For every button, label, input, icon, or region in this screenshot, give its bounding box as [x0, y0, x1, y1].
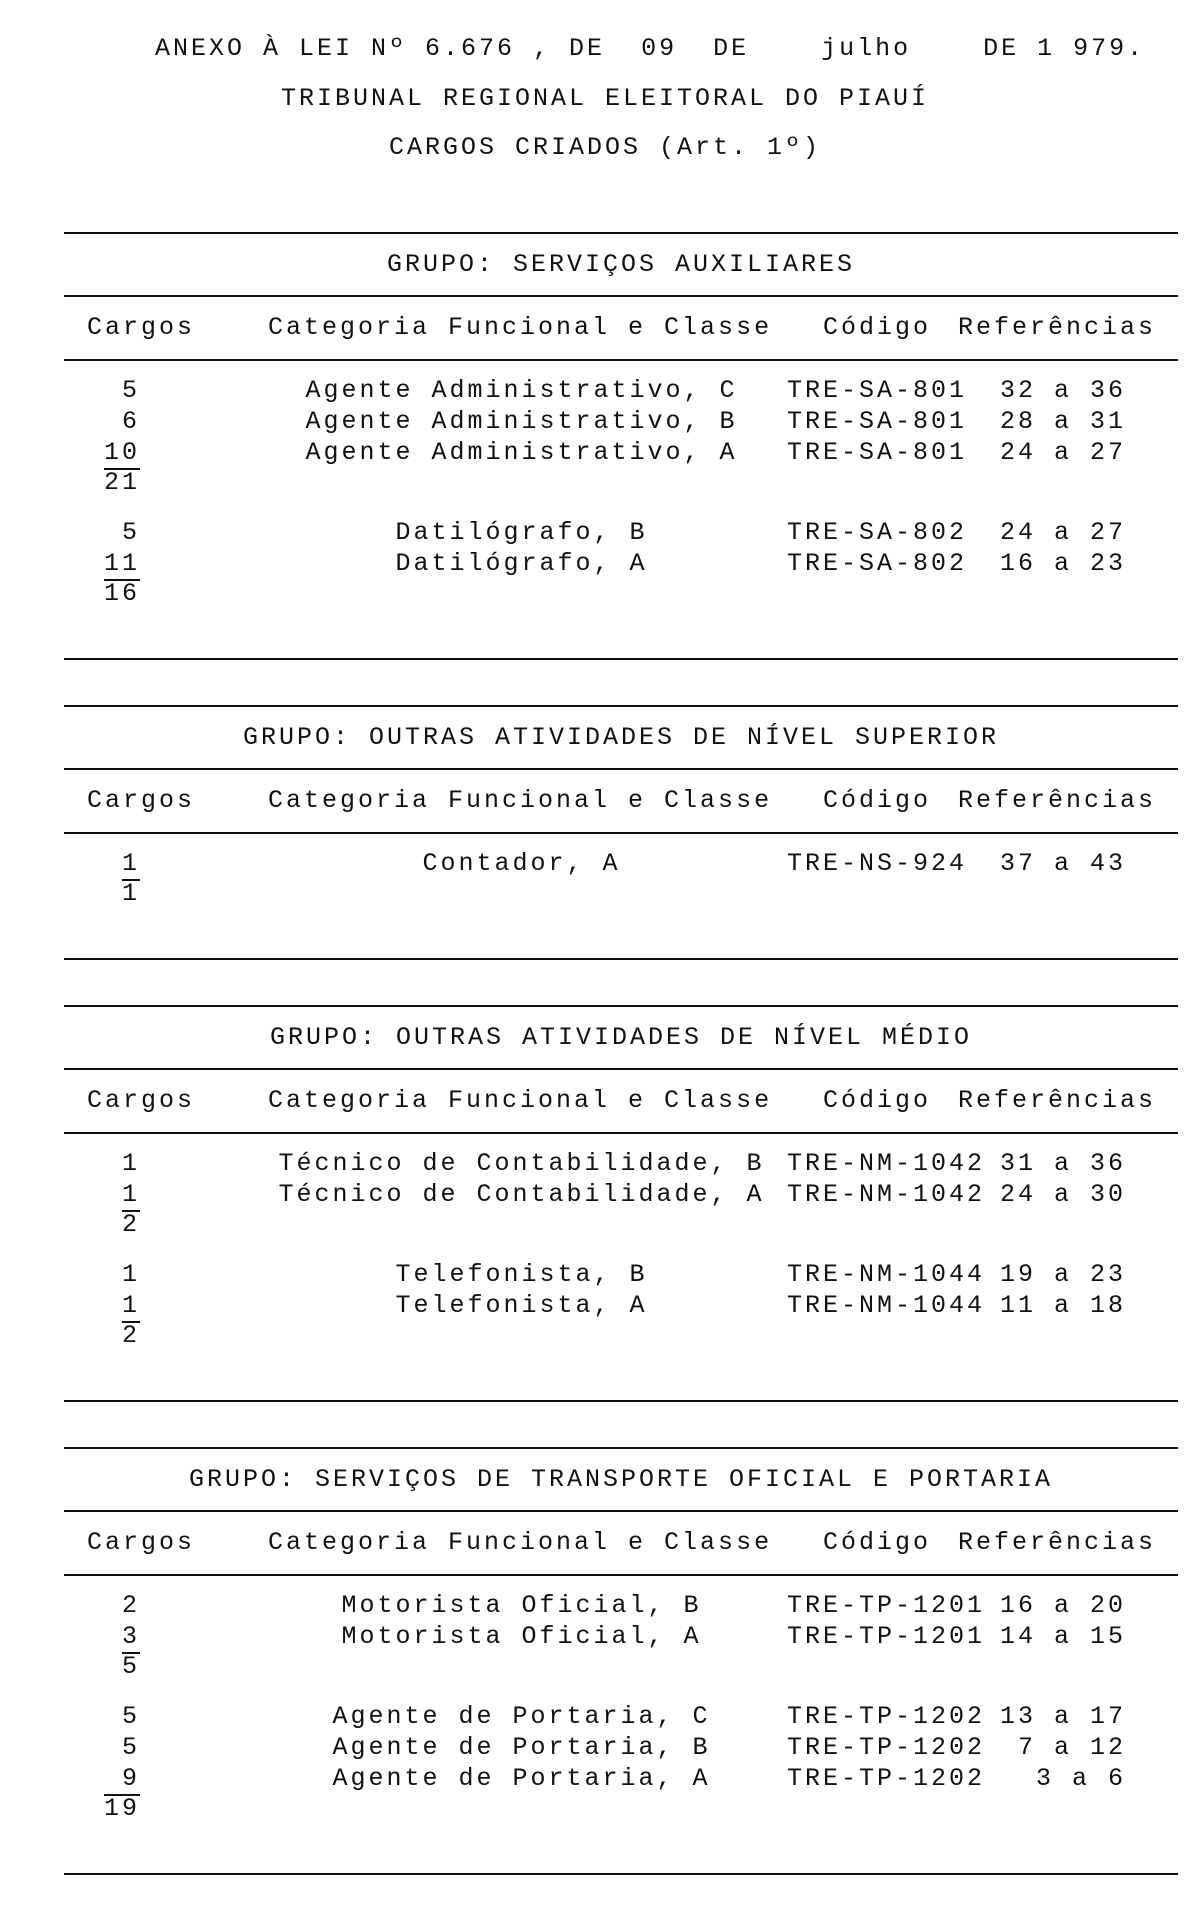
- groups-container: [64, 232, 1178, 1920]
- references: 19 a 23: [999, 1260, 1126, 1289]
- code: TRE-SA-801: [787, 407, 968, 436]
- divider: [64, 1400, 1178, 1402]
- subtotal-row: [64, 879, 1178, 910]
- category-column: [268, 375, 775, 468]
- category-block: [64, 1148, 1178, 1241]
- code: TRE-SA-801: [787, 438, 968, 467]
- category-block: [64, 1590, 1178, 1683]
- references: 16 a 23: [999, 549, 1126, 578]
- references: 11 a 18: [999, 1291, 1126, 1320]
- subtotal-row: [64, 468, 1178, 499]
- category-class: Agente Administrativo, C: [305, 376, 738, 405]
- column-header-row: [64, 297, 1178, 359]
- column-header-categoria: Categoria Funcional e Classe: [268, 1528, 773, 1557]
- divider: [64, 658, 1178, 660]
- column-header-categoria: Categoria Funcional e Classe: [268, 313, 773, 342]
- subtotal: 16: [103, 579, 140, 608]
- divider: [64, 1873, 1178, 1875]
- subtotal: 2: [121, 1321, 140, 1350]
- column-header-codigo: Código: [823, 313, 932, 342]
- code: TRE-NM-1044: [787, 1260, 986, 1289]
- column-header-codigo: Código: [823, 786, 932, 815]
- subtotal: 21: [103, 468, 140, 497]
- cargos-count: 5: [121, 1702, 140, 1731]
- column-header-referencias: Referências: [958, 313, 1157, 342]
- references: 28 a 31: [999, 407, 1126, 436]
- category-class: Agente de Portaria, B: [332, 1733, 711, 1762]
- column-header-referencias: Referências: [958, 786, 1157, 815]
- subtotal-row: [64, 579, 1178, 610]
- code: TRE-SA-801: [787, 376, 968, 405]
- code: TRE-NM-1044: [787, 1291, 986, 1320]
- group-title: GRUPO: SERVIÇOS AUXILIARES: [386, 250, 856, 279]
- category-column: [268, 848, 775, 879]
- category-block: [64, 375, 1178, 499]
- group-title: GRUPO: OUTRAS ATIVIDADES DE NÍVEL MÉDIO: [269, 1023, 973, 1052]
- code: TRE-TP-1201: [787, 1622, 986, 1651]
- category-list: [305, 375, 737, 468]
- column-header-codigo: Código: [823, 1528, 932, 1557]
- subtotal-row: [64, 1652, 1178, 1683]
- category-list: [332, 1701, 710, 1794]
- references: 7 a 12: [1017, 1733, 1126, 1762]
- group-table: [64, 705, 1178, 960]
- group-body: [64, 834, 1178, 958]
- group-title: GRUPO: OUTRAS ATIVIDADES DE NÍVEL SUPERIOR: [242, 723, 1000, 752]
- references: 24 a 27: [999, 518, 1126, 547]
- references: 32 a 36: [999, 376, 1126, 405]
- subtotal: 5: [121, 1652, 140, 1681]
- divider: [64, 958, 1178, 960]
- category-class: Telefonista, A: [395, 1291, 648, 1320]
- category-class: Motorista Oficial, A: [341, 1622, 702, 1651]
- column-header-codigo: Código: [823, 1086, 932, 1115]
- annex-title: ANEXO À LEI Nº 6.676 , DE 09 DE julho DE 1 979.: [155, 34, 1146, 63]
- cargos-count: 5: [121, 518, 140, 547]
- subtotal: 19: [103, 1794, 140, 1823]
- group-body: [64, 361, 1178, 658]
- category-list: [395, 517, 647, 579]
- cargos-count: 3: [121, 1622, 140, 1651]
- subtotal-row: [64, 1794, 1178, 1825]
- references: 37 a 43: [999, 849, 1126, 878]
- references: 3 a 6: [1035, 1764, 1126, 1793]
- column-header-referencias: Referências: [958, 1528, 1157, 1557]
- code: TRE-TP-1202: [787, 1733, 986, 1762]
- code: TRE-NM-1042: [787, 1180, 986, 1209]
- cargos-count: 1: [121, 849, 140, 878]
- subtotal-row: [64, 1210, 1178, 1241]
- cargos-count: 5: [121, 1733, 140, 1762]
- column-header-categoria: Categoria Funcional e Classe: [268, 1086, 773, 1115]
- code: TRE-NS-924: [787, 849, 968, 878]
- group-table: [64, 232, 1178, 660]
- section-title: CARGOS CRIADOS (Art. 1º): [388, 133, 822, 162]
- category-list: [422, 848, 620, 879]
- category-list: [395, 1259, 647, 1321]
- category-class: Datilógrafo, B: [395, 518, 648, 547]
- references: 31 a 36: [999, 1149, 1126, 1178]
- cargos-count: 5: [121, 376, 140, 405]
- cargos-count: 6: [121, 407, 140, 436]
- court-title: TRIBUNAL REGIONAL ELEITORAL DO PIAUÍ: [280, 84, 930, 113]
- category-column: [268, 517, 775, 579]
- column-header-row: [64, 770, 1178, 832]
- category-block: [64, 1259, 1178, 1352]
- category-class: Telefonista, B: [395, 1260, 648, 1289]
- category-class: Técnico de Contabilidade, A: [278, 1180, 765, 1209]
- column-header-cargos: Cargos: [87, 1528, 196, 1557]
- code: TRE-SA-802: [787, 518, 968, 547]
- references: 14 a 15: [999, 1622, 1126, 1651]
- group-title: GRUPO: SERVIÇOS DE TRANSPORTE OFICIAL E PORTARIA: [188, 1465, 1054, 1494]
- category-block: [64, 848, 1178, 910]
- references: 24 a 27: [999, 438, 1126, 467]
- column-header-cargos: Cargos: [87, 786, 196, 815]
- cargos-count: 1: [121, 1180, 140, 1209]
- category-class: Agente Administrativo, A: [305, 438, 738, 467]
- code: TRE-NM-1042: [787, 1149, 986, 1178]
- category-list: [341, 1590, 701, 1652]
- cargos-count: 10: [103, 438, 140, 467]
- category-class: Técnico de Contabilidade, B: [278, 1149, 765, 1178]
- category-block: [64, 517, 1178, 610]
- code: TRE-TP-1202: [787, 1764, 986, 1793]
- category-column: [268, 1148, 775, 1210]
- category-class: Agente de Portaria, C: [332, 1702, 711, 1731]
- subtotal-row: [64, 1321, 1178, 1352]
- category-class: Motorista Oficial, B: [341, 1591, 702, 1620]
- group-table: [64, 1005, 1178, 1402]
- references: 24 a 30: [999, 1180, 1126, 1209]
- cargos-count: 1: [121, 1291, 140, 1320]
- cargos-count: 11: [103, 549, 140, 578]
- category-class: Datilógrafo, A: [395, 549, 648, 578]
- category-class: Agente Administrativo, B: [305, 407, 738, 436]
- category-column: [268, 1259, 775, 1321]
- cargos-count: 2: [121, 1591, 140, 1620]
- column-header-cargos: Cargos: [87, 313, 196, 342]
- cargos-count: 1: [121, 1260, 140, 1289]
- code: TRE-TP-1201: [787, 1591, 986, 1620]
- group-table: [64, 1447, 1178, 1875]
- references: 13 a 17: [999, 1702, 1126, 1731]
- column-header-row: [64, 1070, 1178, 1132]
- column-header-cargos: Cargos: [87, 1086, 196, 1115]
- references: 16 a 20: [999, 1591, 1126, 1620]
- category-column: [268, 1590, 775, 1652]
- code: TRE-TP-1202: [787, 1702, 986, 1731]
- category-block: [64, 1701, 1178, 1825]
- cargos-count: 1: [121, 1149, 140, 1178]
- group-body: [64, 1134, 1178, 1400]
- column-header-row: [64, 1512, 1178, 1574]
- category-class: Agente de Portaria, A: [332, 1764, 711, 1793]
- group-body: [64, 1576, 1178, 1873]
- subtotal: 2: [121, 1210, 140, 1239]
- column-header-referencias: Referências: [958, 1086, 1157, 1115]
- category-column: [268, 1701, 775, 1794]
- code: TRE-SA-802: [787, 549, 968, 578]
- column-header-categoria: Categoria Funcional e Classe: [268, 786, 773, 815]
- category-class: Contador, A: [422, 849, 621, 878]
- category-list: [278, 1148, 764, 1210]
- cargos-count: 9: [121, 1764, 140, 1793]
- subtotal: 1: [121, 879, 140, 908]
